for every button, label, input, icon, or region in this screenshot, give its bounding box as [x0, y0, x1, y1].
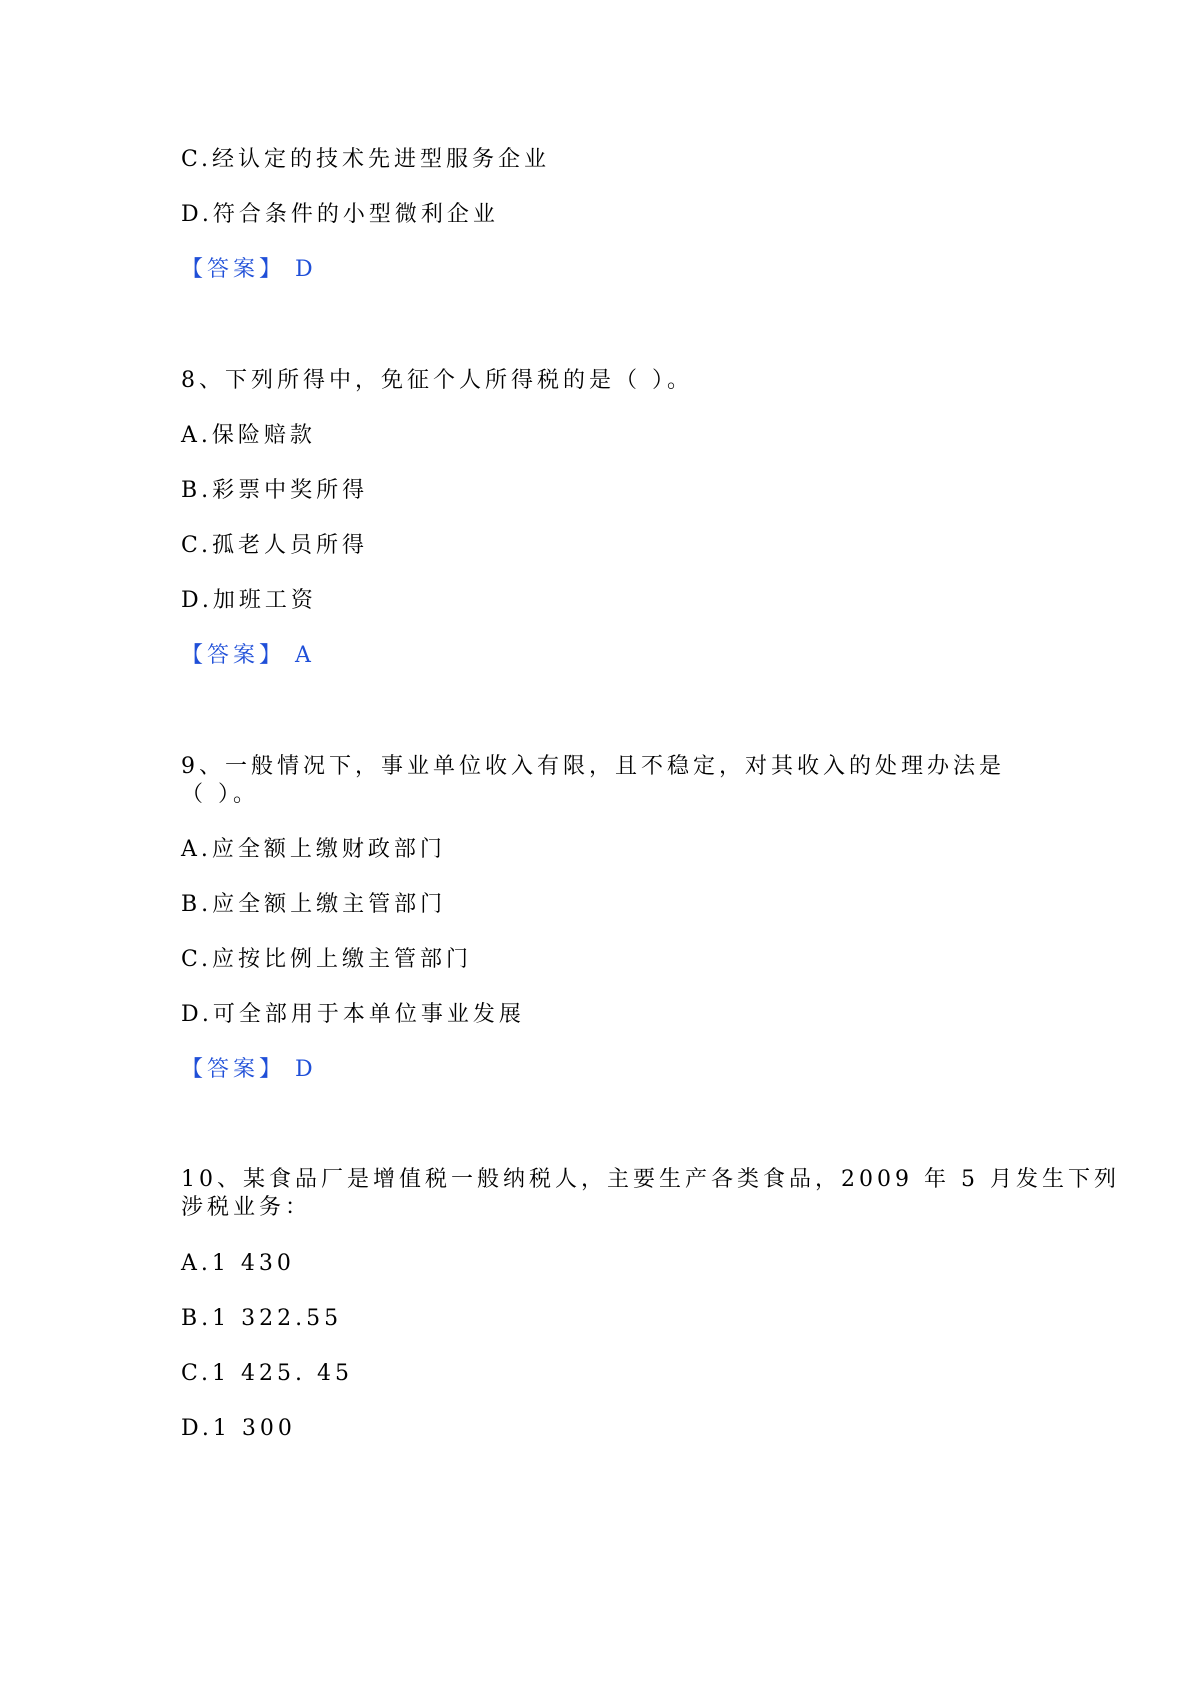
q7-option-d: D.符合条件的小型微利企业 — [181, 202, 499, 227]
q9-option-c: C.应按比例上缴主管部门 — [181, 947, 473, 972]
q9-question-line2: （ ）。 — [181, 782, 259, 807]
q7-answer — [181, 256, 317, 284]
q9-option-b: B.应全额上缴主管部门 — [181, 892, 447, 917]
answer-label: 【答案】 — [181, 1057, 286, 1082]
answer-label: 【答案】 — [181, 643, 286, 668]
q8-option-b: B.彩票中奖所得 — [181, 478, 369, 503]
q10-question-line1: 10、某食品厂是增值税一般纳税人，主要生产各类食品，2009 年 5 月发生下列 — [181, 1167, 1120, 1192]
q10-option-c: C.1 425. 45 — [181, 1361, 354, 1386]
q10-option-a: A.1 430 — [181, 1251, 295, 1276]
q8-question: 8、下列所得中，免征个人所得税的是（ ）。 — [181, 368, 693, 393]
answer-label: 【答案】 — [181, 257, 286, 282]
answer-value: D — [295, 1057, 317, 1082]
q10-option-b: B.1 322.55 — [181, 1306, 343, 1331]
answer-value: D — [295, 257, 317, 282]
q7-option-c: C.经认定的技术先进型服务企业 — [181, 147, 551, 172]
q9-option-a: A.应全额上缴财政部门 — [181, 837, 446, 862]
q9-option-d: D.可全部用于本单位事业发展 — [181, 1002, 525, 1027]
q8-option-a: A.保险赔款 — [181, 423, 316, 448]
answer-value: A — [295, 643, 315, 668]
q8-option-c: C.孤老人员所得 — [181, 533, 369, 558]
q8-answer — [181, 642, 315, 670]
q8-option-d: D.加班工资 — [181, 588, 317, 613]
q10-question-line2: 涉税业务： — [181, 1195, 312, 1220]
q10-option-d: D.1 300 — [181, 1416, 296, 1441]
q9-question-line1: 9、一般情况下，事业单位收入有限，且不稳定，对其收入的处理办法是 — [181, 754, 1005, 779]
q9-answer — [181, 1056, 317, 1084]
